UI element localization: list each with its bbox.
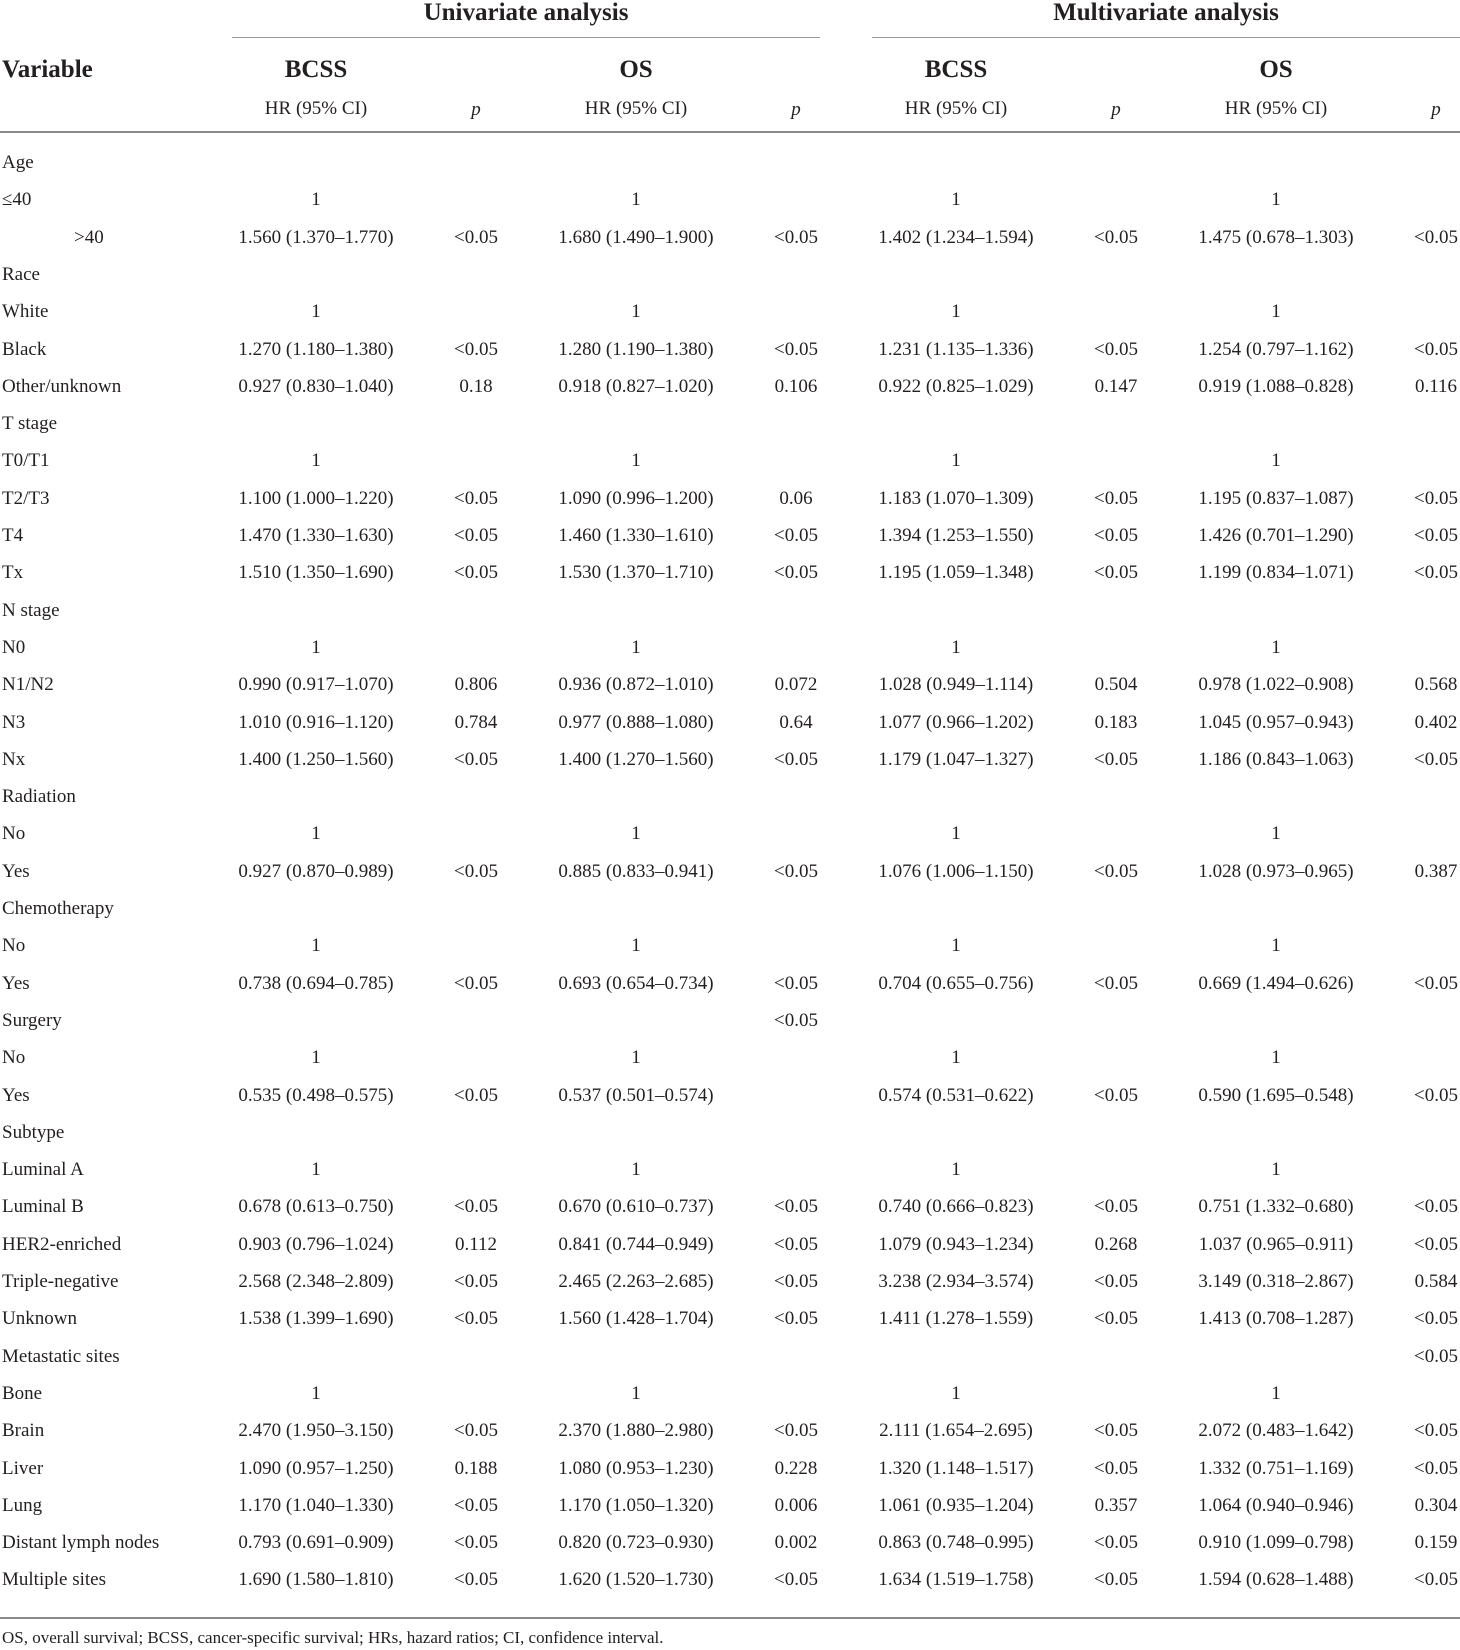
p-value-cell: <0.05 [454, 973, 498, 994]
hr-cell: 1 [951, 823, 961, 844]
p-value-cell: 0.304 [1414, 1495, 1458, 1516]
p-value-cell: <0.05 [454, 227, 498, 248]
hr-cell: 1 [951, 189, 961, 210]
hr-cell: 1.400 (1.270–1.560) [558, 749, 714, 770]
hr-cell: 0.927 (0.870–0.989) [238, 861, 394, 882]
p-value-cell: <0.05 [1094, 339, 1138, 360]
hr-cell: 0.535 (0.498–0.575) [238, 1085, 394, 1106]
hr-cell: 0.793 (0.691–0.909) [238, 1532, 394, 1553]
p-value-cell: 0.504 [1094, 674, 1138, 695]
p-value-cell: <0.05 [1414, 1308, 1458, 1329]
row-label: T2/T3 [2, 488, 50, 509]
hr-cell: 0.841 (0.744–0.949) [558, 1234, 714, 1255]
hr-cell: 1.170 (1.040–1.330) [238, 1495, 394, 1516]
hr-cell: 1.560 (1.428–1.704) [558, 1308, 714, 1329]
p-value-cell: <0.05 [774, 227, 818, 248]
hr-cell: 1.620 (1.520–1.730) [558, 1569, 714, 1590]
p-value-cell: <0.05 [454, 1196, 498, 1217]
hr-cell: 1 [631, 450, 641, 471]
row-label: Subtype [2, 1122, 65, 1143]
hr-cell: 0.918 (0.827–1.020) [558, 376, 714, 397]
p-value-cell: <0.05 [1414, 525, 1458, 546]
p-value-cell: 0.147 [1094, 376, 1138, 397]
p-header: p [1431, 99, 1441, 120]
hr-cell: 1.183 (1.070–1.309) [878, 488, 1034, 509]
p-value-cell: <0.05 [1414, 1458, 1458, 1479]
p-value-cell: <0.05 [1414, 562, 1458, 583]
hr-cell: 1.460 (1.330–1.610) [558, 525, 714, 546]
row-label: HER2-enriched [2, 1234, 122, 1255]
row-label: Yes [2, 861, 30, 882]
hr-cell: 0.863 (0.748–0.995) [878, 1532, 1034, 1553]
hr-cell: 1.475 (0.678–1.303) [1198, 227, 1354, 248]
hr-cell: 1.028 (0.949–1.114) [878, 674, 1034, 695]
p-value-cell: 0.188 [454, 1458, 498, 1479]
hr-cell: 0.704 (0.655–0.756) [878, 973, 1034, 994]
p-value-cell: <0.05 [1094, 525, 1138, 546]
hr-cell: 1.090 (0.996–1.200) [558, 488, 714, 509]
hr-cell: 0.738 (0.694–0.785) [238, 973, 394, 994]
hr-cell: 1 [311, 1383, 321, 1404]
hr-cell: 1.394 (1.253–1.550) [878, 525, 1034, 546]
hr-cell: 1.332 (0.751–1.169) [1198, 1458, 1354, 1479]
p-value-cell: <0.05 [1094, 749, 1138, 770]
hr-cell: 1.530 (1.370–1.710) [558, 562, 714, 583]
hr-cell: 1.064 (0.940–0.946) [1198, 1495, 1354, 1516]
p-value-cell: <0.05 [454, 1495, 498, 1516]
hr-cell: 1 [951, 1159, 961, 1180]
hr-cell: 1.195 (1.059–1.348) [878, 562, 1034, 583]
p-value-cell: <0.05 [774, 1271, 818, 1292]
p-value-cell: 0.402 [1414, 712, 1458, 733]
p-value-cell: <0.05 [774, 1196, 818, 1217]
hr-cell: 2.465 (2.263–2.685) [558, 1271, 714, 1292]
hr-cell: 1 [1271, 823, 1281, 844]
p-value-cell: <0.05 [454, 525, 498, 546]
p-value-cell: 0.357 [1094, 1495, 1138, 1516]
hr-cell: 1.270 (1.180–1.380) [238, 339, 394, 360]
hr-cell: 2.111 (1.654–2.695) [879, 1420, 1033, 1441]
hr-cell: 1 [1271, 301, 1281, 322]
p-value-cell: <0.05 [1094, 1271, 1138, 1292]
p-value-cell: 0.387 [1414, 861, 1458, 882]
hr-cell: 1 [1271, 935, 1281, 956]
outcome-header-uni-bcss: BCSS [284, 56, 348, 83]
hr-cell: 0.740 (0.666–0.823) [878, 1196, 1034, 1217]
p-value-cell: <0.05 [454, 339, 498, 360]
hr-cell: 1 [311, 637, 321, 658]
p-value-cell: <0.05 [454, 1420, 498, 1441]
p-value-cell: <0.05 [1414, 339, 1458, 360]
hr-cell: 1 [311, 301, 321, 322]
hr-cell: 1.402 (1.234–1.594) [878, 227, 1034, 248]
hr-cell: 1 [631, 189, 641, 210]
hr-cell: 1.470 (1.330–1.630) [238, 525, 394, 546]
p-value-cell: <0.05 [774, 525, 818, 546]
hr-cell: 1.320 (1.148–1.517) [878, 1458, 1034, 1479]
hr-cell: 1 [311, 1159, 321, 1180]
row-label: Unknown [2, 1308, 77, 1329]
row-label: N0 [2, 637, 26, 658]
row-label: Multiple sites [2, 1569, 106, 1590]
p-value-cell: 0.784 [454, 712, 498, 733]
hr-cell: 1.045 (0.957–0.943) [1198, 712, 1354, 733]
hr-header: HR (95% CI) [904, 98, 1008, 119]
row-label: N stage [2, 600, 60, 621]
p-value-cell: <0.05 [1094, 861, 1138, 882]
p-value-cell: <0.05 [1094, 1532, 1138, 1553]
p-header: p [1111, 99, 1121, 120]
row-label: Bone [2, 1383, 43, 1404]
row-label: No [2, 1047, 26, 1068]
hr-header: HR (95% CI) [264, 98, 368, 119]
p-value-cell: <0.05 [454, 861, 498, 882]
hr-cell: 1.413 (0.708–1.287) [1198, 1308, 1354, 1329]
p-value-cell: 0.268 [1094, 1234, 1138, 1255]
p-value-cell: <0.05 [774, 973, 818, 994]
p-value-cell: <0.05 [454, 1532, 498, 1553]
hr-cell: 0.885 (0.833–0.941) [558, 861, 714, 882]
hr-cell: 0.574 (0.531–0.622) [878, 1085, 1034, 1106]
p-value-cell: 0.568 [1414, 674, 1458, 695]
p-value-cell: 0.159 [1414, 1532, 1458, 1553]
row-label: No [2, 935, 26, 956]
hr-cell: 3.149 (0.318–2.867) [1198, 1271, 1354, 1292]
hr-cell: 1.690 (1.580–1.810) [238, 1569, 394, 1590]
group-header-univariate: Univariate analysis [423, 0, 629, 26]
hr-cell: 1 [1271, 1047, 1281, 1068]
row-label: Luminal A [2, 1159, 84, 1180]
p-value-cell: <0.05 [454, 1308, 498, 1329]
group-rule-multivariate [872, 37, 1460, 38]
hr-cell: 0.820 (0.723–0.930) [558, 1532, 714, 1553]
row-label: N1/N2 [2, 674, 54, 695]
hr-cell: 1.426 (0.701–1.290) [1198, 525, 1354, 546]
hr-cell: 1 [631, 1159, 641, 1180]
p-value-cell: <0.05 [1094, 227, 1138, 248]
row-label: T4 [2, 525, 24, 546]
p-header: p [791, 99, 801, 120]
p-value-cell: <0.05 [1094, 562, 1138, 583]
p-value-cell: <0.05 [774, 1010, 818, 1031]
p-value-cell: <0.05 [1094, 1196, 1138, 1217]
hr-cell: 1.179 (1.047–1.327) [878, 749, 1034, 770]
row-label: Black [2, 339, 47, 360]
p-value-cell: <0.05 [454, 1271, 498, 1292]
hr-cell: 1 [951, 450, 961, 471]
hr-cell: 1.634 (1.519–1.758) [878, 1569, 1034, 1590]
hr-cell: 1.037 (0.965–0.911) [1198, 1234, 1354, 1255]
hr-cell: 1.061 (0.935–1.204) [878, 1495, 1034, 1516]
row-label: Metastatic sites [2, 1346, 120, 1367]
hr-cell: 0.919 (1.088–0.828) [1198, 376, 1354, 397]
hr-cell: 0.678 (0.613–0.750) [238, 1196, 394, 1217]
hr-cell: 0.751 (1.332–0.680) [1198, 1196, 1354, 1217]
hr-cell: 1 [631, 301, 641, 322]
p-value-cell: <0.05 [774, 562, 818, 583]
hr-cell: 1.560 (1.370–1.770) [238, 227, 394, 248]
outcome-header-multi-bcss: BCSS [924, 56, 988, 83]
p-value-cell: <0.05 [1414, 1420, 1458, 1441]
hr-cell: 1.090 (0.957–1.250) [238, 1458, 394, 1479]
hr-cell: 0.978 (1.022–0.908) [1198, 674, 1354, 695]
p-value-cell: 0.806 [454, 674, 498, 695]
p-value-cell: <0.05 [1414, 1196, 1458, 1217]
p-value-cell: 0.106 [774, 376, 818, 397]
hr-cell: 0.537 (0.501–0.574) [558, 1085, 714, 1106]
hr-cell: 1 [1271, 1159, 1281, 1180]
hr-cell: 1.100 (1.000–1.220) [238, 488, 394, 509]
row-label: T stage [2, 413, 58, 434]
hr-cell: 1.538 (1.399–1.690) [238, 1308, 394, 1329]
hr-cell: 1.028 (0.973–0.965) [1198, 861, 1354, 882]
p-value-cell: <0.05 [454, 562, 498, 583]
hr-cell: 0.910 (1.099–0.798) [1198, 1532, 1354, 1553]
hr-cell: 1.400 (1.250–1.560) [238, 749, 394, 770]
p-value-cell: 0.116 [1414, 376, 1458, 397]
row-label: Distant lymph nodes [2, 1532, 160, 1553]
hr-cell: 1 [311, 450, 321, 471]
hr-cell: 0.903 (0.796–1.024) [238, 1234, 394, 1255]
row-label: Liver [2, 1458, 44, 1479]
p-value-cell: 0.006 [774, 1495, 818, 1516]
p-value-cell: <0.05 [1414, 749, 1458, 770]
p-value-cell: 0.584 [1414, 1271, 1458, 1292]
hr-cell: 1.170 (1.050–1.320) [558, 1495, 714, 1516]
hr-cell: 1.199 (0.834–1.071) [1198, 562, 1354, 583]
row-label: No [2, 823, 26, 844]
hr-cell: 1.510 (1.350–1.690) [238, 562, 394, 583]
row-label: Triple-negative [2, 1271, 119, 1292]
row-label: Surgery [2, 1010, 62, 1031]
p-value-cell: <0.05 [1094, 1085, 1138, 1106]
p-value-cell: 0.18 [459, 376, 493, 397]
hr-cell: 1.280 (1.190–1.380) [558, 339, 714, 360]
p-value-cell: 0.112 [454, 1234, 498, 1255]
hr-header: HR (95% CI) [1224, 98, 1328, 119]
hr-cell: 1.594 (0.628–1.488) [1198, 1569, 1354, 1590]
hr-cell: 1.186 (0.843–1.063) [1198, 749, 1354, 770]
hr-cell: 1.079 (0.943–1.234) [878, 1234, 1034, 1255]
hr-cell: 1.195 (0.837–1.087) [1198, 488, 1354, 509]
p-value-cell: <0.05 [774, 1234, 818, 1255]
hr-cell: 1.680 (1.490–1.900) [558, 227, 714, 248]
p-value-cell: <0.05 [1414, 1346, 1458, 1367]
hr-cell: 1.411 (1.278–1.559) [878, 1308, 1034, 1329]
row-label: Other/unknown [2, 376, 122, 397]
row-label: Lung [2, 1495, 43, 1516]
hr-cell: 0.927 (0.830–1.040) [238, 376, 394, 397]
row-label: Nx [2, 749, 26, 770]
hr-cell: 1 [311, 935, 321, 956]
hr-cell: 2.072 (0.483–1.642) [1198, 1420, 1354, 1441]
hr-cell: 0.936 (0.872–1.010) [558, 674, 714, 695]
p-value-cell: <0.05 [1094, 1458, 1138, 1479]
footnote: OS, overall survival; BCSS, cancer-specific survival; HRs, hazard ratios; CI, confidence interval. [2, 1628, 664, 1647]
hr-cell: 1 [311, 823, 321, 844]
hr-cell: 1 [631, 823, 641, 844]
p-value-cell: <0.05 [1094, 1569, 1138, 1590]
hr-cell: 1 [631, 1383, 641, 1404]
p-value-cell: <0.05 [774, 749, 818, 770]
hr-cell: 1 [951, 301, 961, 322]
row-label: Yes [2, 1085, 30, 1106]
outcome-header-uni-os: OS [619, 56, 653, 83]
hr-cell: 0.669 (1.494–0.626) [1198, 973, 1354, 994]
hr-cell: 2.370 (1.880–2.980) [558, 1420, 714, 1441]
hr-cell: 1 [1271, 189, 1281, 210]
row-label: Race [2, 264, 40, 285]
header-rule [0, 131, 1460, 133]
hr-cell: 1.010 (0.916–1.120) [238, 712, 394, 733]
p-value-cell: 0.072 [774, 674, 818, 695]
hr-cell: 0.590 (1.695–0.548) [1198, 1085, 1354, 1106]
row-label: Brain [2, 1420, 45, 1441]
p-value-cell: <0.05 [454, 1085, 498, 1106]
hr-cell: 1 [951, 1383, 961, 1404]
hr-cell: 1.077 (0.966–1.202) [878, 712, 1034, 733]
row-label: White [2, 301, 49, 322]
hr-cell: 1 [1271, 637, 1281, 658]
p-header: p [471, 99, 481, 120]
group-header-multivariate: Multivariate analysis [1053, 0, 1279, 26]
hr-cell: 0.990 (0.917–1.070) [238, 674, 394, 695]
p-value-cell: <0.05 [774, 339, 818, 360]
hr-cell: 1 [631, 935, 641, 956]
p-value-cell: 0.002 [774, 1532, 818, 1553]
p-value-cell: <0.05 [1414, 227, 1458, 248]
hr-cell: 0.693 (0.654–0.734) [558, 973, 714, 994]
p-value-cell: <0.05 [454, 1569, 498, 1590]
p-value-cell: 0.64 [779, 712, 813, 733]
group-rule-univariate [232, 37, 820, 38]
hr-cell: 0.670 (0.610–0.737) [558, 1196, 714, 1217]
outcome-header-multi-os: OS [1259, 56, 1293, 83]
hr-cell: 1.080 (0.953–1.230) [558, 1458, 714, 1479]
row-label: Luminal B [2, 1196, 84, 1217]
hr-cell: 1.231 (1.135–1.336) [878, 339, 1034, 360]
p-value-cell: <0.05 [454, 488, 498, 509]
row-label: Age [2, 152, 34, 173]
row-label: >40 [74, 227, 104, 248]
hr-cell: 1 [1271, 1383, 1281, 1404]
hr-cell: 1 [951, 1047, 961, 1068]
p-value-cell: <0.05 [1094, 488, 1138, 509]
p-value-cell: <0.05 [1094, 973, 1138, 994]
hr-cell: 1 [631, 637, 641, 658]
p-value-cell: <0.05 [774, 1569, 818, 1590]
hr-cell: 2.568 (2.348–2.809) [238, 1271, 394, 1292]
hr-header: HR (95% CI) [584, 98, 688, 119]
row-label: Yes [2, 973, 30, 994]
hr-cell: 1 [311, 189, 321, 210]
row-label: T0/T1 [2, 450, 50, 471]
p-value-cell: <0.05 [774, 861, 818, 882]
p-value-cell: <0.05 [1414, 488, 1458, 509]
hr-cell: 1 [1271, 450, 1281, 471]
p-value-cell: <0.05 [774, 1308, 818, 1329]
p-value-cell: 0.228 [774, 1458, 818, 1479]
hr-cell: 3.238 (2.934–3.574) [878, 1271, 1034, 1292]
variable-header: Variable [2, 56, 93, 83]
row-label: ≤40 [2, 189, 32, 210]
hr-cell: 1 [951, 935, 961, 956]
row-label: N3 [2, 712, 26, 733]
p-value-cell: <0.05 [1094, 1308, 1138, 1329]
bottom-rule [0, 1617, 1460, 1619]
hr-cell: 0.977 (0.888–1.080) [558, 712, 714, 733]
row-label: Chemotherapy [2, 898, 114, 919]
hr-cell: 1 [631, 1047, 641, 1068]
hr-cell: 0.922 (0.825–1.029) [878, 376, 1034, 397]
hr-cell: 1.254 (0.797–1.162) [1198, 339, 1354, 360]
p-value-cell: <0.05 [1414, 1085, 1458, 1106]
p-value-cell: <0.05 [1414, 1234, 1458, 1255]
row-label: Radiation [2, 786, 76, 807]
p-value-cell: <0.05 [1414, 1569, 1458, 1590]
p-value-cell: <0.05 [774, 1420, 818, 1441]
hr-cell: 1.076 (1.006–1.150) [878, 861, 1034, 882]
hr-cell: 1 [951, 637, 961, 658]
p-value-cell: <0.05 [1414, 973, 1458, 994]
p-value-cell: <0.05 [454, 749, 498, 770]
row-label: Tx [2, 562, 24, 583]
p-value-cell: <0.05 [1094, 1420, 1138, 1441]
p-value-cell: 0.183 [1094, 712, 1138, 733]
p-value-cell: 0.06 [779, 488, 813, 509]
hr-cell: 1 [311, 1047, 321, 1068]
hr-cell: 2.470 (1.950–3.150) [238, 1420, 394, 1441]
